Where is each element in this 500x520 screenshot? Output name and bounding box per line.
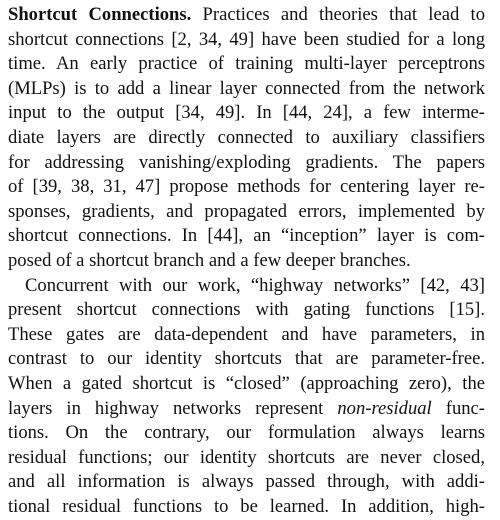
text-line — [8, 3, 485, 28]
text-line: and all information is always passed through, with addi- — [8, 471, 485, 493]
text-span: func- — [431, 397, 485, 419]
text-line: When a gated shortcut is “closed” (approaching zero), the — [8, 372, 485, 394]
section-heading: Shortcut Connections. — [8, 4, 192, 25]
text-span: Practices and theories that lead to — [202, 4, 485, 25]
text-line: for addressing vanishing/exploding gradients. The papers — [8, 151, 485, 173]
text-line: (MLPs) is to add a linear layer connected from the network — [8, 77, 485, 99]
text-line: residual functions; our identity shortcuts are never closed, — [8, 446, 485, 468]
text-line: input to the output [34, 49]. In [44, 24], a few interme- — [8, 102, 485, 124]
text-line: tional residual functions to be learned. In addition, high- — [8, 495, 485, 517]
paper-text-block — [8, 3, 485, 519]
text-line: diate layers are directly connected to auxiliary classifiers — [8, 126, 485, 148]
text-line: posed of a shortcut branch and a few deeper branches. — [8, 249, 411, 271]
text-line: present shortcut connections with gating functions [15]. — [8, 299, 485, 321]
text-line: sponses, gradients, and propagated errors, implemented by — [8, 200, 485, 222]
text-line: shortcut connections [2, 34, 49] have been studied for a long — [8, 28, 485, 50]
text-line: shortcut connections. In [44], an “inception” layer is com- — [8, 225, 485, 247]
text-line: of [39, 38, 31, 47] propose methods for centering layer re- — [8, 176, 485, 198]
text-span: layers in highway networks represent — [8, 397, 338, 419]
text-line — [8, 397, 485, 422]
emphasized-term: non-residual — [337, 397, 432, 419]
text-line: contrast to our identity shortcuts that are parameter-free. — [8, 348, 485, 370]
text-line: tions. On the contrary, our formulation always learns — [8, 422, 485, 444]
text-line: These gates are data-dependent and have parameters, in — [8, 323, 485, 345]
text-line: Concurrent with our work, “highway networks” [42, 43] — [25, 274, 485, 296]
text-line: time. An early practice of training multi-layer perceptrons — [8, 53, 485, 75]
